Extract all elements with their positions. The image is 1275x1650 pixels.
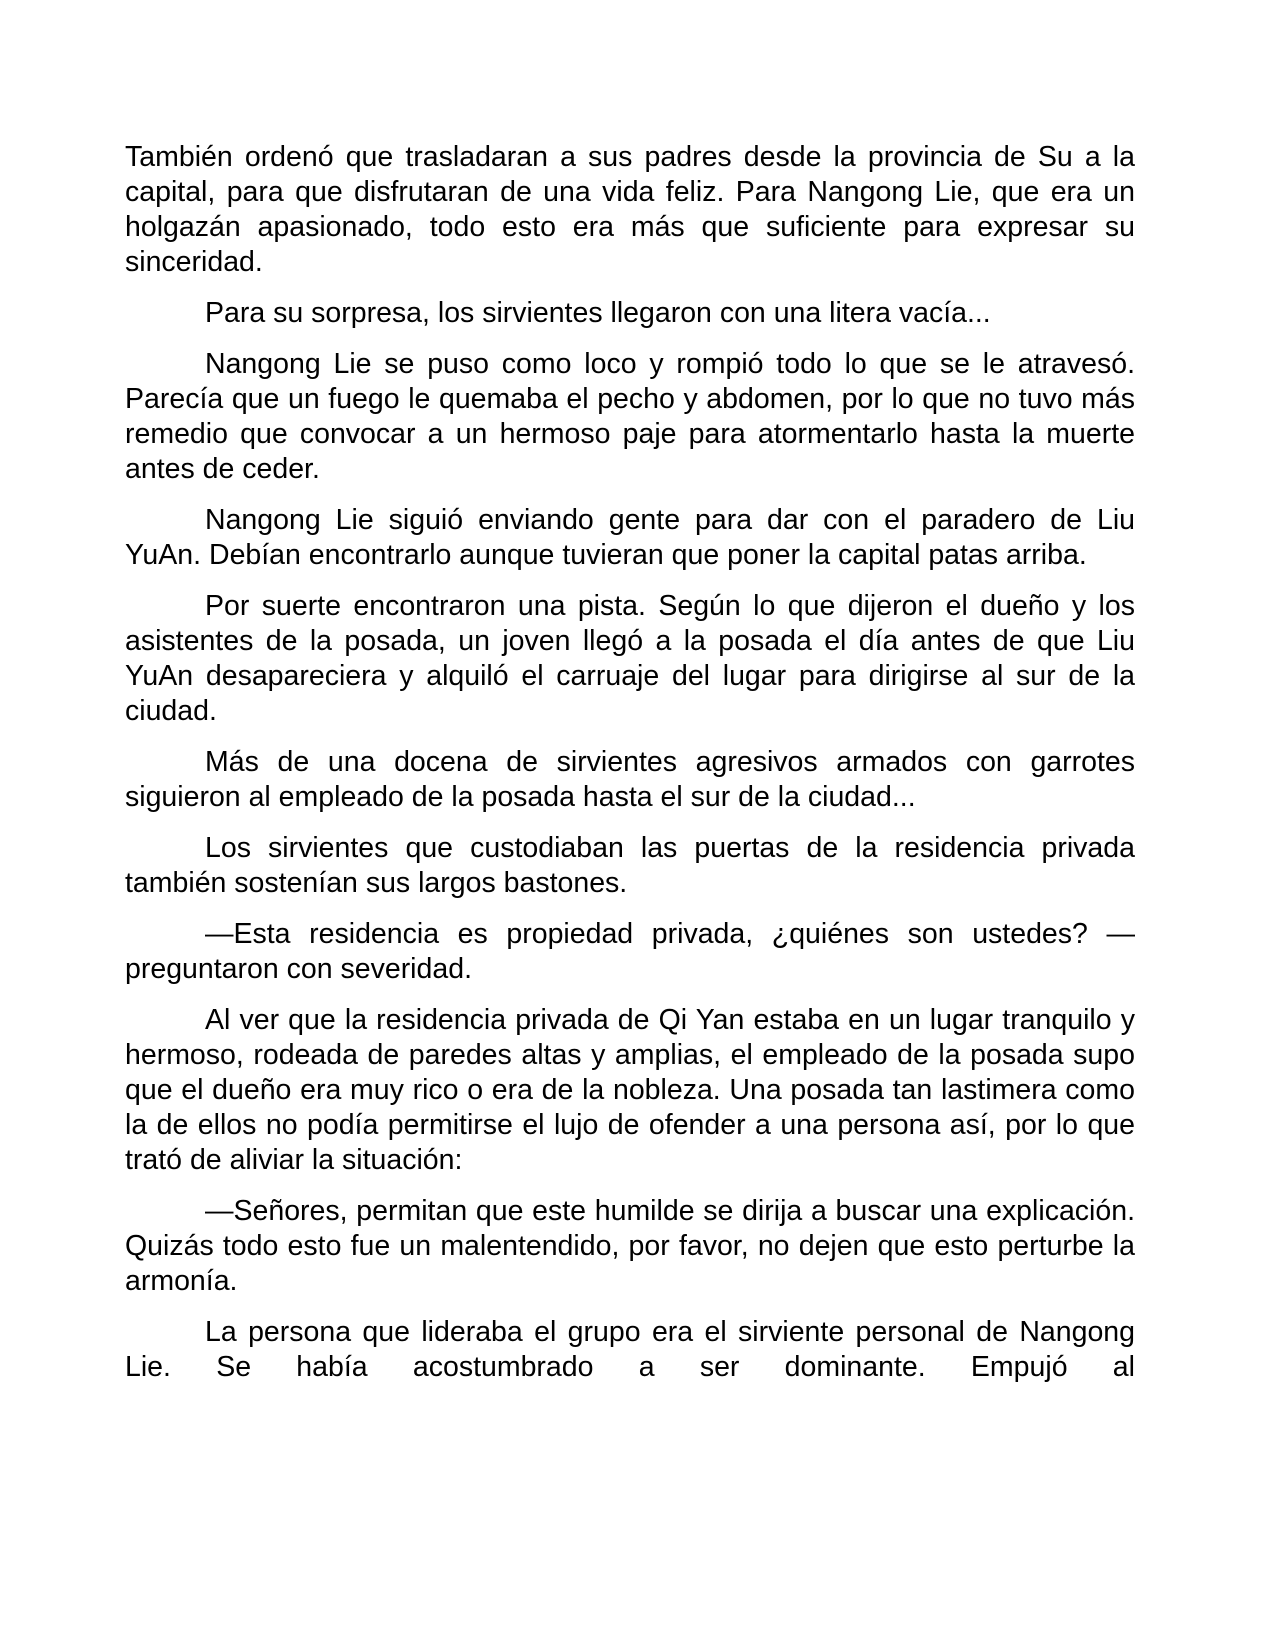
paragraph-2: Para su sorpresa, los sirvientes llegaron con una litera vacía...	[205, 297, 991, 329]
paragraph-8: —Esta residencia es propiedad privada, ¿quiénes son ustedes? —preguntaron con severidad.	[125, 918, 1135, 985]
paragraph-7: Los sirvientes que custodiaban las puertas de la residencia privada también sostenían sus largos bastones.	[125, 832, 1135, 899]
paragraph-11: La persona que lideraba el grupo era el sirviente personal de Nangong Lie. Se había acostumbrado a ser dominante. Empujó al	[125, 1316, 1135, 1383]
paragraph-6: Más de una docena de sirvientes agresivos armados con garrotes siguieron al empleado de la posada hasta el sur de la ciudad...	[125, 746, 1135, 813]
paragraph-3: Nangong Lie se puso como loco y rompió todo lo que se le atravesó. Parecía que un fuego le quemaba el pecho y abdomen, por lo que no tuvo más remedio que convocar a un hermoso paje para atormentarlo hasta la muerte antes de ceder.	[125, 348, 1135, 485]
paragraph-10: —Señores, permitan que este humilde se dirija a buscar una explicación. Quizás todo esto fue un malentendido, por favor, no dejen que esto perturbe la armonía.	[125, 1195, 1135, 1297]
paragraph-1: También ordenó que trasladaran a sus padres desde la provincia de Su a la capital, para que disfrutaran de una vida feliz. Para Nangong Lie, que era un holgazán apasionado, todo esto era más que suficiente para expresar su sinceridad.	[125, 141, 1135, 278]
paragraph-9: Al ver que la residencia privada de Qi Yan estaba en un lugar tranquilo y hermoso, rodeada de paredes altas y amplias, el empleado de la posada supo que el dueño era muy rico o era de la nobleza. Una posada tan lastimera como la de ellos no podía permitirse el lujo de ofender a una persona así, por lo que trató de aliviar la situación:	[125, 1004, 1135, 1176]
paragraph-4: Nangong Lie siguió enviando gente para dar con el paradero de Liu YuAn. Debían encontrarlo aunque tuvieran que poner la capital patas arriba.	[125, 504, 1135, 571]
document-page	[125, 140, 1135, 1401]
paragraph-5: Por suerte encontraron una pista. Según lo que dijeron el dueño y los asistentes de la posada, un joven llegó a la posada el día antes de que Liu YuAn desapareciera y alquiló el carruaje del lugar para dirigirse al sur de la ciudad.	[125, 590, 1135, 727]
